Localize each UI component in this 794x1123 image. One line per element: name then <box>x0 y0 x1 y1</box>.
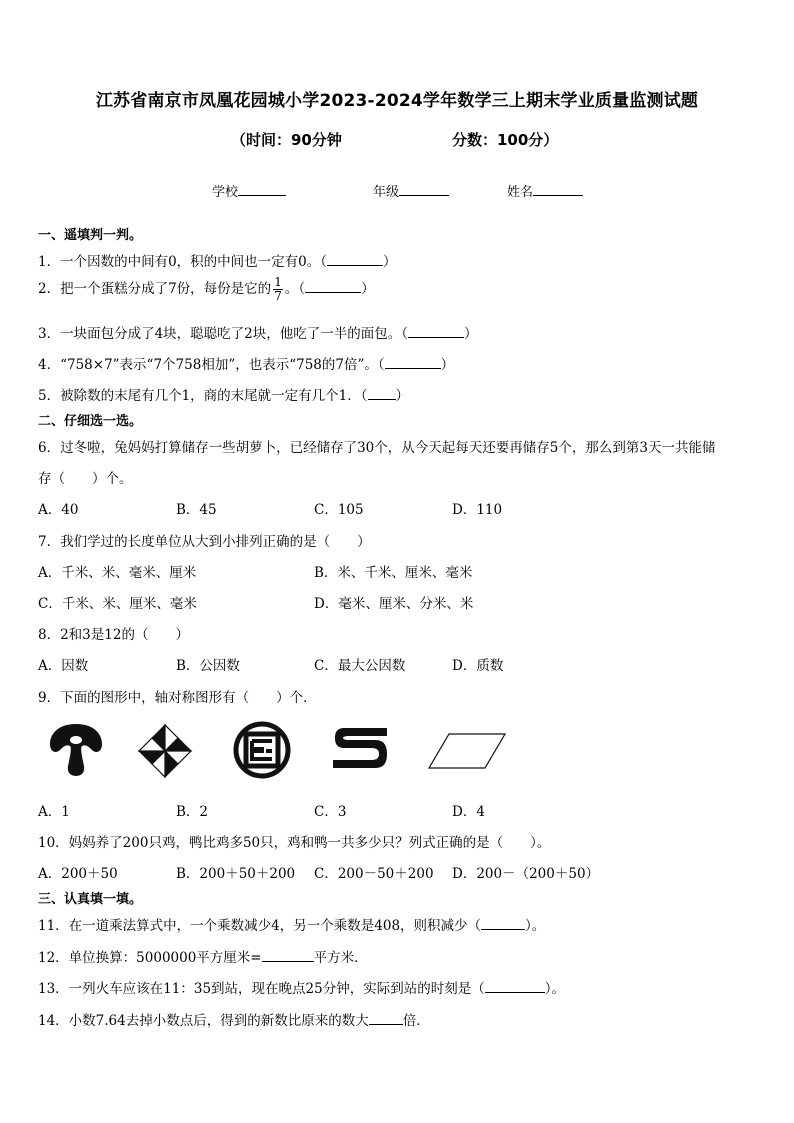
answer-blank <box>408 325 464 338</box>
section-3-heading: 三、认真填一填。 <box>38 892 143 907</box>
section-2-heading: 二、仔细选一选。 <box>38 414 143 429</box>
q7-option-c: C．千米、米、厘米、毫米 <box>38 596 197 612</box>
question-12 <box>38 946 368 966</box>
answer-blank <box>385 356 441 369</box>
s-logo-icon <box>331 724 389 772</box>
question-12-text-end: 平方米． <box>313 950 368 966</box>
q6-option-d: D．110 <box>452 502 503 518</box>
question-14-text: 14．小数7.64去掉小数点后，得到的新数比原来的数大 <box>38 1013 369 1029</box>
mushroom-shape-icon <box>48 722 104 778</box>
q6-option-a: A．40 <box>38 502 79 518</box>
page-title: 江苏省南京市凤凰花园城小学2023-2024学年数学三上期末学业质量监测试题 <box>95 91 699 111</box>
fraction-numerator: 1 <box>274 275 282 289</box>
q9-option-d: D．4 <box>452 804 485 820</box>
question-5 <box>38 384 409 404</box>
question-7: 7．我们学过的长度单位从大到小排列正确的是（ ） <box>38 534 371 550</box>
school-field <box>212 181 286 200</box>
question-10: 10．妈妈养了200只鸡，鸭比鸡多50只，鸡和鸭一共多少只？列式正确的是（ ）。 <box>38 835 551 851</box>
q7-option-d: D．毫米、厘米、分米、米 <box>314 596 474 612</box>
question-3 <box>38 322 478 342</box>
q10-option-b: B．200＋50＋200 <box>176 866 296 882</box>
school-blank <box>238 183 286 196</box>
question-13-text: 13．一列火车应该在11：35到站，现在晚点25分钟，实际到站的时刻是（ <box>38 981 485 997</box>
q10-option-a: A．200＋50 <box>38 866 118 882</box>
exam-time: （时间：90分钟 <box>231 131 342 149</box>
question-1-close: ） <box>383 254 397 270</box>
question-6-line-1: 6．过冬啦，兔妈妈打算储存一些胡萝卜，已经储存了30个，从今天起每天还要再储存5个，那么到第3天一共能储 <box>38 440 716 456</box>
q8-option-a: A．因数 <box>38 658 89 674</box>
question-13-close: ）。 <box>544 981 565 997</box>
question-5-close: ） <box>395 388 410 404</box>
q7-option-b: B．米、千米、厘米、毫米 <box>314 565 473 581</box>
question-14-text-end: 倍． <box>402 1013 430 1029</box>
answer-blank <box>305 280 361 293</box>
question-11-close: ）。 <box>525 918 546 934</box>
question-3-text: 3．一块面包分成了4块，聪聪吃了2块，他吃了一半的面包。（ <box>38 326 409 342</box>
name-blank <box>533 183 583 196</box>
q9-option-b: B．2 <box>176 804 209 820</box>
fraction <box>273 276 283 303</box>
q6-option-b: B．45 <box>176 502 217 518</box>
question-9: 9．下面的图形中，轴对称图形有（ ）个． <box>38 690 317 706</box>
question-14 <box>38 1009 430 1029</box>
question-4-text: 4．“758×7”表示“7个758相加”，也表示“758的7倍”。（ <box>38 357 385 373</box>
parallelogram-icon <box>427 732 507 770</box>
question-4 <box>38 353 454 373</box>
fraction-denominator: 7 <box>274 289 282 303</box>
grade-label: 年级 <box>373 185 400 200</box>
question-12-text: 12．单位换算：5000000平方厘米= <box>38 950 262 966</box>
question-6-line-2: 存（ ）个。 <box>38 471 133 487</box>
question-13 <box>38 977 565 997</box>
name-label: 姓名 <box>507 185 534 200</box>
answer-blank <box>369 1012 403 1025</box>
name-field <box>507 181 583 200</box>
school-label: 学校 <box>212 185 239 200</box>
answer-blank <box>262 949 314 962</box>
answer-blank <box>481 917 525 930</box>
question-3-close: ） <box>464 326 478 342</box>
question-2-text: 2．把一个蛋糕分成了7份，每份是它的 <box>38 281 272 297</box>
question-1-text: 1．一个因数的中间有0，积的中间也一定有0。（ <box>38 254 328 270</box>
pinwheel-icon <box>136 722 194 780</box>
question-11-text: 11．在一道乘法算式中，一个乘数减少4，另一个乘数是408，则积减少（ <box>38 918 482 934</box>
question-2-text-end: 。（ <box>284 281 306 297</box>
question-4-close: ） <box>440 357 455 373</box>
section-1-heading: 一、遥填判一判。 <box>38 228 143 243</box>
answer-blank <box>327 253 383 266</box>
q10-option-d: D．200－（200＋50） <box>452 866 600 882</box>
exam-score: 分数：100分） <box>452 131 559 149</box>
answer-blank <box>485 980 545 993</box>
q8-option-b: B．公因数 <box>176 658 240 674</box>
question-8: 8．2和3是12的（ ） <box>38 627 189 643</box>
bank-logo-icon <box>233 721 291 779</box>
q10-option-c: C．200－50＋200 <box>314 866 434 882</box>
question-2 <box>38 276 375 303</box>
q8-option-c: C．最大公因数 <box>314 658 406 674</box>
q9-option-a: A．1 <box>38 804 70 820</box>
answer-blank <box>368 387 396 400</box>
question-1 <box>38 250 397 270</box>
question-5-text: 5．被除数的末尾有几个1，商的末尾就一定有几个1．（ <box>38 388 368 404</box>
q6-option-c: C．105 <box>314 502 364 518</box>
grade-field <box>373 181 449 200</box>
grade-blank <box>399 183 449 196</box>
q9-option-c: C．3 <box>314 804 347 820</box>
q8-option-d: D．质数 <box>452 658 504 674</box>
question-2-close: ） <box>361 281 375 297</box>
question-11 <box>38 914 545 934</box>
q7-option-a: A．千米、米、毫米、厘米 <box>38 565 197 581</box>
